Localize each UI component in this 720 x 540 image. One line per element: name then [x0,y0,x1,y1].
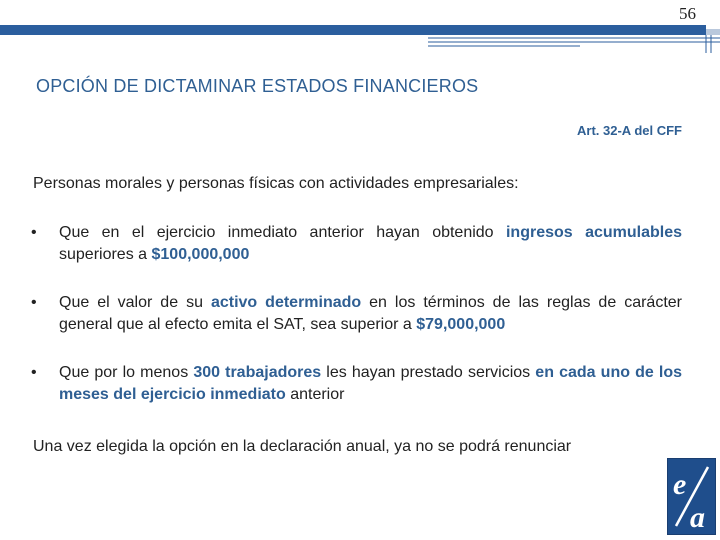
intro-text: Personas morales y personas físicas con actividades empresariales: [33,175,519,192]
requirement-text: en los términos de las reglas de carácter general que al efecto emita el SAT, sea superior a [59,294,683,333]
page-number: 56 [679,4,696,23]
requirement-text: les hayan prestado servicios [321,364,536,381]
slide-title: OPCIÓN DE DICTAMINAR ESTADOS FINANCIEROS [36,76,479,96]
logo-letter-top: e [673,468,687,501]
highlight-text: en cada uno de los meses del ejercicio inmediato [59,364,683,403]
company-logo [667,458,716,535]
requirement-text: anterior [285,386,345,403]
highlight-amount: $79,000,000 [416,316,506,333]
requirement-item [30,222,682,266]
logo-letter-bottom: a [690,501,705,534]
law-reference: Art. 32-A del CFF [577,123,682,138]
requirement-text: superiores a [59,246,152,263]
requirements-list [30,222,682,406]
requirement-item [30,292,682,336]
highlight-text: 300 trabajadores [193,364,322,381]
header-bar [0,25,706,35]
requirement-item [30,362,682,406]
requirement-text: Que el valor de su [59,294,211,311]
conclusion-text: Una vez elegida la opción en la declaración anual, ya no se podrá renunciar [33,438,572,455]
logo-mark [668,459,715,534]
highlight-text: activo determinado [210,294,362,311]
highlight-amount: $100,000,000 [151,246,250,263]
header-decoration-lines [428,35,720,55]
requirement-text: Que en el ejercicio inmediato anterior hayan obtenido [59,224,506,241]
highlight-text: ingresos acumulables [505,224,682,241]
requirement-text: Que por lo menos [59,364,194,381]
